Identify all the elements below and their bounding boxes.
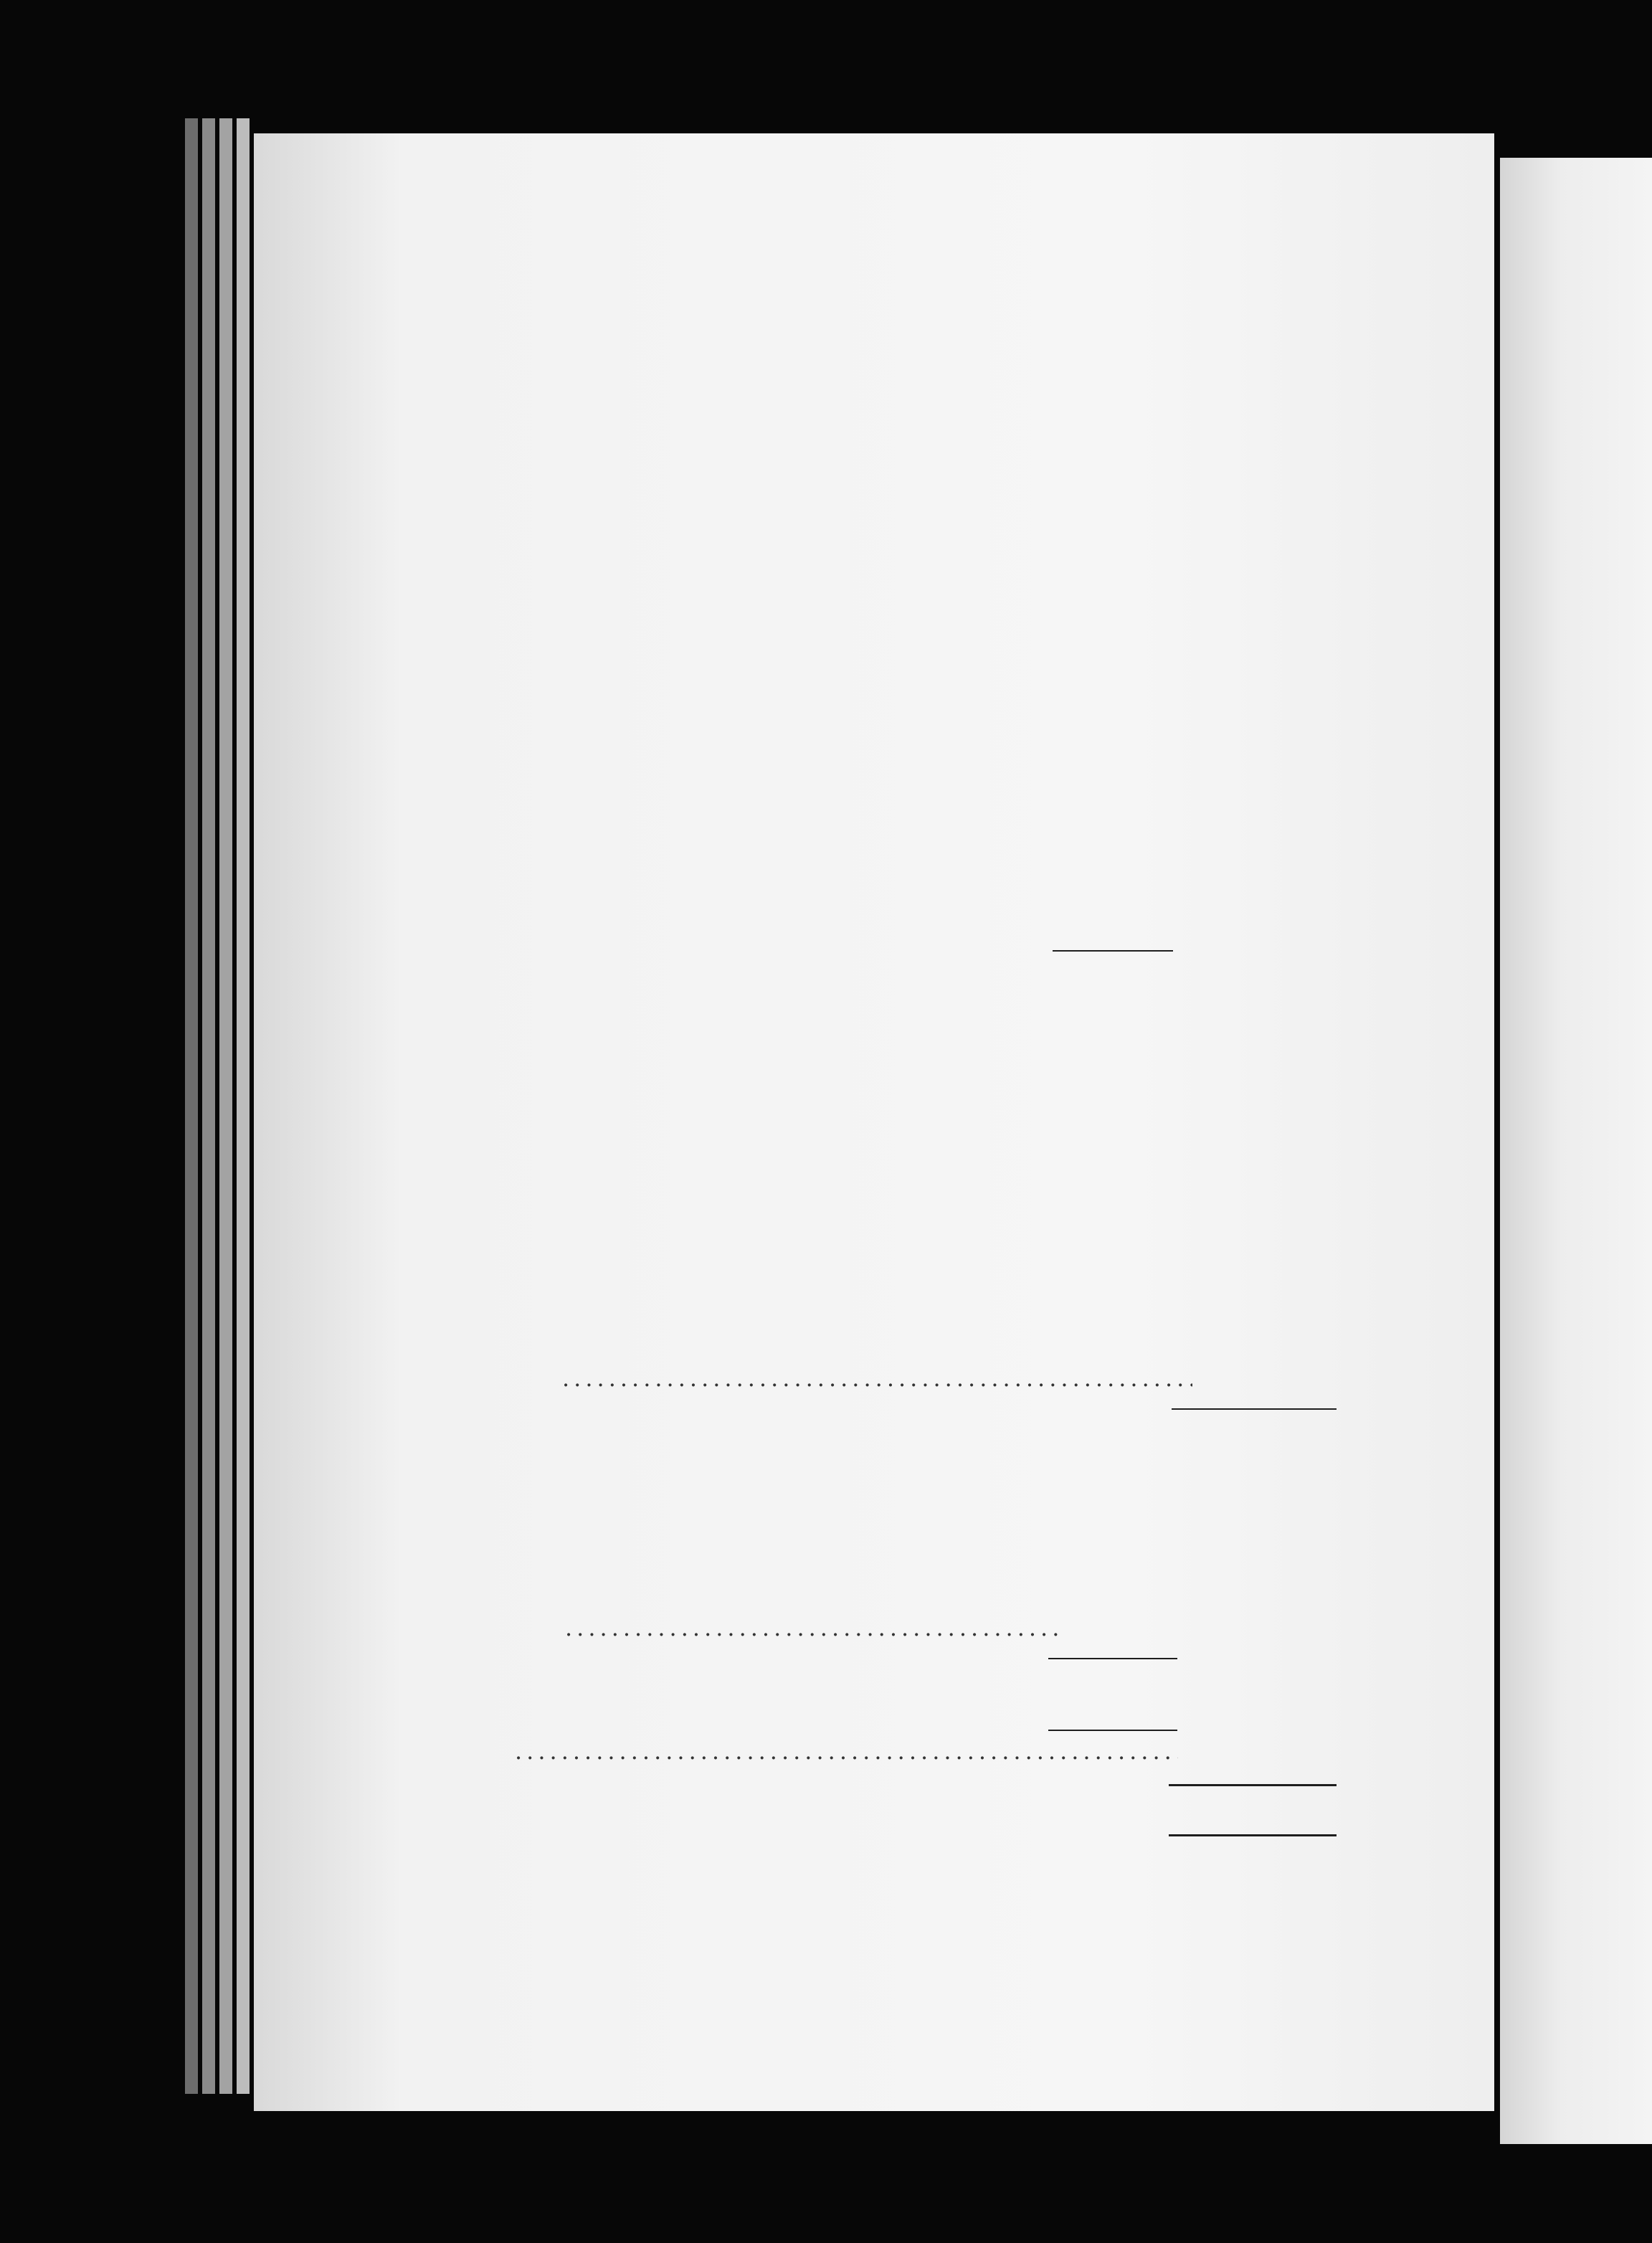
cash-amount (1048, 1540, 1088, 1566)
leader-dots (562, 1615, 1058, 1641)
assets-grand-total (1296, 1414, 1336, 1440)
book-edge (185, 118, 198, 2094)
final-rule-top (1169, 1784, 1337, 1786)
premium-row (562, 1615, 1179, 1641)
debentures-total (1296, 942, 1336, 967)
premium-amount (1139, 1615, 1179, 1641)
final-rule-bottom (1169, 1834, 1337, 1836)
assets-total-rule (1172, 1408, 1337, 1410)
book-edge (202, 118, 215, 2094)
right-page (1500, 158, 1652, 2144)
final-total (1296, 1794, 1336, 1820)
leader-dots (512, 1738, 1178, 1764)
final-total-row (508, 1794, 1336, 1820)
accrued-amount (1296, 1738, 1336, 1764)
suspense-amount (1296, 1365, 1336, 1391)
suspense-row (559, 1365, 1336, 1391)
assets-grand-total-row (508, 1414, 1336, 1440)
subtotal (1048, 1664, 1088, 1689)
net-amount (1296, 1715, 1336, 1741)
subtotal-rule (1048, 1658, 1177, 1659)
book-edge (219, 118, 232, 2094)
book-edge (237, 118, 250, 2094)
leader-dots (559, 1365, 1192, 1391)
net-row (508, 1715, 1336, 1741)
accrued-row (512, 1738, 1336, 1764)
debentures-total-row (508, 942, 1336, 967)
deduct-amount (1073, 1689, 1113, 1715)
